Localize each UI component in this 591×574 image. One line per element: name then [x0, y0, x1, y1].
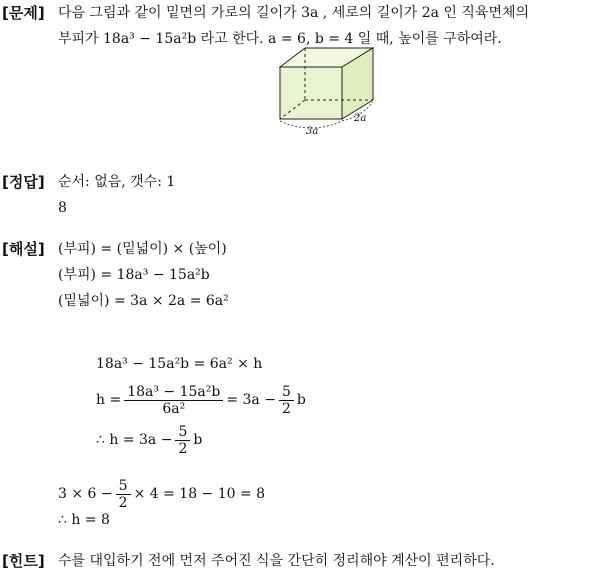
equation-2-numerator: 18a³ − 15a²b	[124, 384, 223, 401]
equation-2-coef-den: 2	[281, 400, 291, 417]
equation-3	[96, 420, 306, 460]
equation-4-tail: × 4 = 18 − 10 = 8	[133, 486, 266, 502]
equation-1: 18a³ − 15a²b = 6a² × h	[96, 356, 263, 372]
equation-5: ∴ h = 8	[58, 512, 110, 528]
explanation-line-3: (밑넓이) = 3a × 2a = 6a²	[58, 293, 229, 309]
equation-block	[96, 356, 306, 460]
cuboid-figure	[275, 45, 385, 137]
explanation-tag: [해설]	[2, 240, 45, 258]
hint-tag: [힌트]	[2, 552, 45, 570]
equation-2-coef-num: 5	[279, 384, 294, 401]
equation-block-2	[58, 476, 265, 532]
equation-4-coef-num: 5	[116, 478, 131, 495]
cuboid-front-face	[280, 67, 342, 119]
equation-3-coef-num: 5	[175, 424, 190, 441]
equation-4-lhs: 3 × 6 −	[58, 486, 113, 502]
problem-line-2: 부피가 18a³ − 15a²b 라고 한다. a = 6, b = 4 일 때, 높이를 구하여라.	[58, 31, 502, 47]
answer-body	[58, 169, 589, 221]
explanation-line-2: (부피) = 18a³ − 15a²b	[58, 267, 210, 283]
equation-2-lhs: h =	[96, 392, 122, 408]
depth-label: 2a	[354, 113, 367, 124]
equation-2-fraction	[124, 384, 223, 417]
hint-text: 수를 대입하기 전에 먼저 주어진 식을 간단히 정리해야 계산이 편리하다.	[58, 553, 495, 569]
explanation-body	[58, 236, 589, 314]
equation-2-mid: = 3a −	[226, 392, 276, 408]
problem-tag: [문제]	[2, 4, 45, 22]
equation-3-lhs: ∴ h = 3a −	[96, 432, 173, 448]
equation-2-tail: b	[296, 392, 306, 408]
equation-3-coef	[175, 424, 190, 457]
equation-3-tail: b	[193, 432, 203, 448]
equation-4-coef	[116, 478, 131, 511]
answer-meta: 순서: 없음, 갯수: 1	[58, 174, 176, 190]
answer-tag: [정답]	[2, 173, 45, 191]
width-label: 3a	[306, 126, 319, 137]
equation-3-coef-den: 2	[178, 440, 188, 457]
equation-2-coef	[279, 384, 294, 417]
hint-body	[58, 548, 589, 574]
problem-line-1: 다음 그림과 같이 밑면의 가로의 길이가 3a , 세로의 길이가 2a 인 직육면체의	[58, 5, 530, 21]
answer-value: 8	[58, 200, 67, 216]
equation-4	[58, 476, 265, 512]
explanation-line-1: (부피) = (밑넓이) × (높이)	[58, 241, 227, 257]
equation-2	[96, 380, 306, 420]
equation-4-coef-den: 2	[118, 494, 128, 511]
equation-2-denominator: 6a²	[162, 400, 186, 417]
